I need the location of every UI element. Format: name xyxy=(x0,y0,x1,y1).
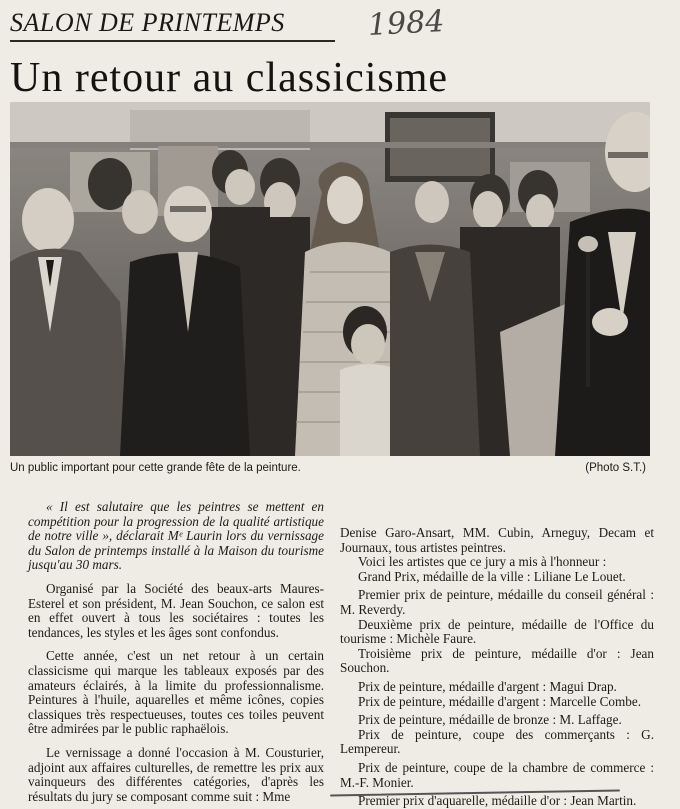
article-headline: Un retour au classicisme xyxy=(10,55,449,101)
handwritten-year: 1984 xyxy=(367,4,446,43)
prize-entry: Prix de peinture, coupe des commerçants : G. Lempereur. xyxy=(340,726,654,757)
prize-entry: Deuxième prix de peinture, médaille de l'Office du tourisme : Michèle Faure. xyxy=(340,616,654,647)
prize-entry: Grand Prix, médaille de la ville : Liliane Le Louet. xyxy=(358,568,626,584)
article-column-right xyxy=(340,526,654,809)
article-paragraph: Organisé par la Société des beaux-arts Maures-Esterel et son président, M. Jean Souchon, ce salon est en effet ouvert à tous les sociétaires : toutes les tendances, les styles et les âges sont confondus. xyxy=(28,580,324,640)
photo-caption-row xyxy=(10,462,650,474)
kicker-underline xyxy=(10,40,335,42)
article-paragraph: Denise Garo-Ansart, MM. Cubin, Arneguy, Decam et Journaux, tous artistes peintres. xyxy=(340,525,654,555)
article-paragraph: Voici les artistes que ce jury a mis à l'honneur : xyxy=(358,554,607,570)
photo-caption: Un public important pour cette grande fête de la peinture. xyxy=(10,462,301,474)
article-column-left xyxy=(28,500,324,804)
article-paragraph: « Il est salutaire que les peintres se mettent en compétition pour la progression de la qualité artistique de notre ville », déclarait Mᵉ Laurin lors du vernissage du Salon de printemps installé à la Maison du tourisme jusqu'au 30 mars. xyxy=(28,499,324,573)
prize-entry: Premier prix de peinture, médaille du conseil général : M. Reverdy. xyxy=(340,587,654,617)
prize-entry: Prix de peinture, médaille de bronze : M. Laffage. xyxy=(358,712,622,728)
prize-entry: Troisième prix de peinture, médaille d'or : Jean Souchon. xyxy=(340,645,654,676)
prize-entry: Premier prix d'aquarelle, médaille d'or : Jean Martin. xyxy=(358,793,637,809)
article-paragraph: Le vernissage a donné l'occasion à M. Cousturier, adjoint aux affaires culturelles, de remettre les prix aux vainqueurs des différentes catégories, d'après les résultats du jury se composant comme suit : Mme xyxy=(28,744,324,804)
section-kicker: SALON DE PRINTEMPS xyxy=(10,8,285,37)
article-paragraph: Cette année, c'est un net retour à un certain classicisme qui marque les tableaux exposés par des amateurs éclairés, à la limite du professionnalisme. Peintures à l'huile, aquarelles et même icônes, copies classiques très respectueuses, toutes ces toiles peuvent être admirées par le public raphaëlois. xyxy=(28,648,324,737)
photo-illustration xyxy=(10,102,650,456)
prize-entry: Prix de peinture, médaille d'argent : Marcelle Combe. xyxy=(358,693,642,709)
prize-entry: Prix de peinture, médaille d'argent : Magui Drap. xyxy=(358,678,617,694)
article-photo xyxy=(10,102,650,456)
prize-entry: Prix de peinture, coupe de la chambre de commerce : M.-F. Monier. xyxy=(340,759,654,790)
photo-credit: (Photo S.T.) xyxy=(585,462,646,474)
